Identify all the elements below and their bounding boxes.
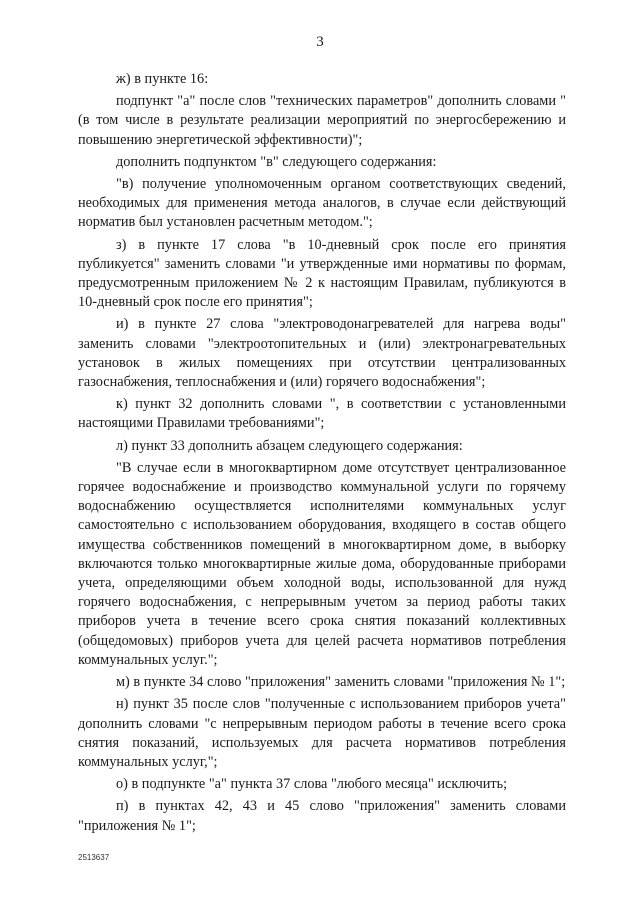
paragraph-subpoint-v-text: "в) получение уполномоченным органом соответствующих сведений, необходимых для применения метода аналогов, в случае если действующий норматив был установлен расчетным методом."; — [78, 176, 566, 231]
paragraph-o: о) в подпункте "а" пункта 37 слова "любого месяца" исключить; — [116, 776, 508, 793]
paragraph-m: м) в пункте 34 слово "приложения" заменить словами "приложения № 1"; — [116, 674, 566, 691]
paragraph-n: н) пункт 35 после слов "полученные с использованием приборов учета" дополнить словами "с непрерывным периодом работы в течение всего срока снятия показаний, используемых для расчета нормативов потребления коммунальных услуг,"; — [78, 696, 566, 770]
paragraph-subpoint-a: подпункт "а" после слов "технических параметров" дополнить словами "(в том числе в результате реализации мероприятий по энергосбережению и повышению энергетической эффективности)"; — [78, 93, 566, 148]
paragraph-i: и) в пункте 27 слова "электроводонагревателей для нагрева воды" заменить словами "электроотопительных и (или) электронагревательных установок в жилых помещениях при отсутствии централизованных газоснабжения, теплоснабжения и (или) горячего водоснабжения"; — [78, 316, 566, 391]
paragraph-zh: ж) в пункте 16: — [116, 71, 209, 87]
paragraph-l: л) пункт 33 дополнить абзацем следующего содержания: — [116, 437, 463, 454]
paragraph-z: з) в пункте 17 слова "в 10-дневный срок после его принятия публикуется" заменить словами "и утвержденные ими нормативы по формам, предусмотренным приложением № 2 к настоящим Правилам, публикуются в 10-дневный срок после его принятия"; — [78, 236, 566, 311]
document-body — [78, 70, 566, 839]
document-id: 2513637 — [78, 853, 110, 862]
page-number: 3 — [316, 34, 324, 50]
paragraph-add-subpoint-v: дополнить подпунктом "в" следующего содержания: — [116, 153, 437, 170]
paragraph-l-text: "В случае если в многоквартирном доме отсутствует централизованное горячее водоснабжение и производство коммунальной услуги по горячему водоснабжению осуществляется исполнителями коммунальных услуг самостоятельно с использованием оборудования, входящего в состав общего имущества собственников помещений в многоквартирном доме, в выборку включаются только многоквартирные жилые дома, оборудованные приборами учета, определяющими объем холодной воды, использованной для нужд горячего водоснабжения, с непрерывным учетом за период работы таких приборов учета в течение всего срока снятия показаний коллективных (общедомовых) приборов учета для целей расчета нормативов потребления коммунальных услуг."; — [78, 459, 566, 668]
paragraph-k: к) пункт 32 дополнить словами ", в соответствии с установленными настоящими Правилами требованиями"; — [78, 396, 566, 432]
paragraph-p: п) в пунктах 42, 43 и 45 слово "приложения" заменить словами "приложения № 1"; — [78, 798, 566, 834]
